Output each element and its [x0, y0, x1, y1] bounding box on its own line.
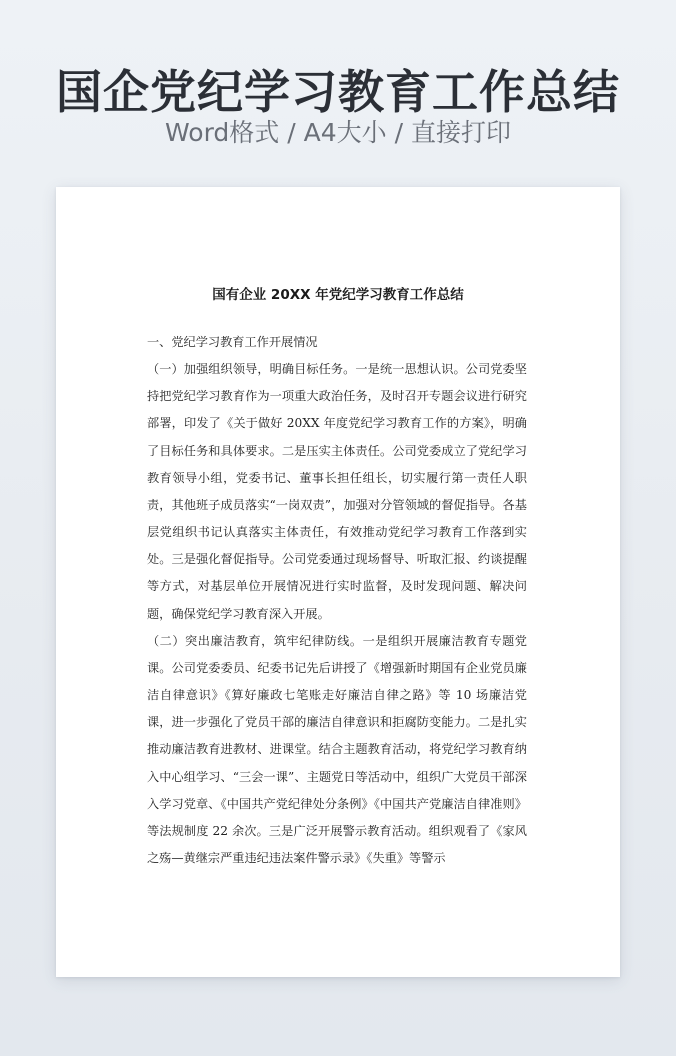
paragraph-integrity-education: （二）突出廉洁教育，筑牢纪律防线。一是组织开展廉洁教育专题党课。公司党委委员、纪委书记先后讲授了《增强新时期国有企业党员廉洁自律意识》《算好廉政七笔账走好廉洁自律之路》等 10 场廉洁党课，进一步强化了党员干部的廉洁自律意识和拒腐防变能力。二是扎实推动廉洁教育进教材、进课堂。结合主题教育活动，将党纪学习教育纳入中心组学习、“三会一课”、主题党日等活动中，组织广大党员干部深入学习党章、《中国共产党纪律处分条例》《中国共产党廉洁自律准则》等法规制度 22 余次。三是广泛开展警示教育活动。组织观看了《家风之殇—黄继宗严重违纪违法案件警示录》《失重》等警示 — [147, 633, 527, 865]
paragraph-organization: （一）加强组织领导，明确目标任务。一是统一思想认识。公司党委坚持把党纪学习教育作为一项重大政治任务，及时召开专题会议进行研究部署，印发了《关于做好 20XX 年度党纪学习教育工作的方案》，明确了目标任务和具体要求。二是压实主体责任。公司党委成立了党纪学习教育领导小组，党委书记、董事长担任组长，切实履行第一责任人职责，其他班子成员落实“一岗双责”，加强对分管领域的督促指导。各基层党组织书记认真落实主体责任，有效推动党纪学习教育工作落到实处。三是强化督促指导。公司党委通过现场督导、听取汇报、约谈提醒等方式，对基层单位开展情况进行实时监督，及时发现问题、解决问题，确保党纪学习教育深入开展。 — [147, 362, 527, 621]
document-title: 国有企业 20XX 年党纪学习教育工作总结 — [212, 287, 464, 303]
banner-subtitle: Word格式 / A4大小 / 直接打印 — [165, 118, 511, 147]
section-heading: 一、党纪学习教育工作开展情况 — [147, 335, 318, 349]
document-page — [56, 187, 620, 977]
banner-title: 国企党纪学习教育工作总结 — [56, 65, 620, 119]
document-body — [147, 329, 527, 872]
